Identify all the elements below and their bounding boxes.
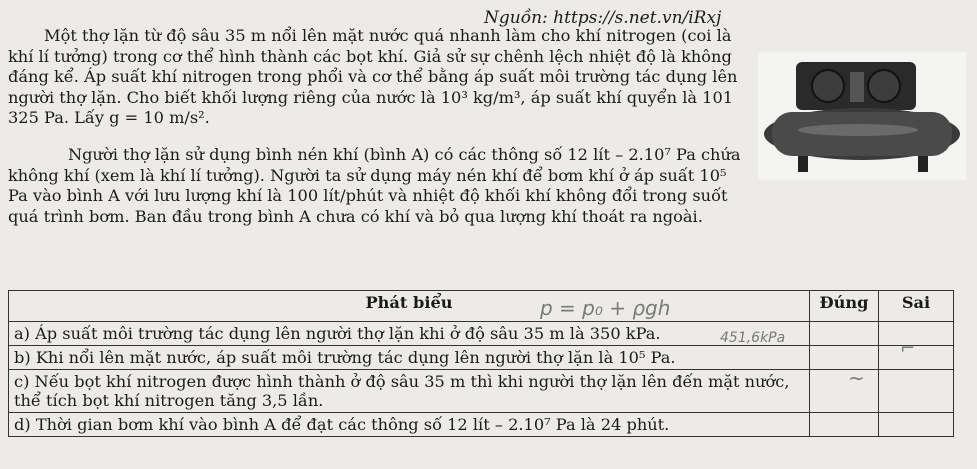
cell-true-d[interactable] xyxy=(810,413,879,437)
table-row xyxy=(9,322,954,346)
problem-paragraph-1: Một thợ lặn từ độ sâu 35 m nổi lên mặt nước quá nhanh làm cho khí nitrogen (coi là khí lí tưởng) trong cơ thể hình thành các bọt khí. Giả sử sự chênh lệch nhiệt độ là không đáng kể. Áp suất khí nitrogen trong phổi và cơ thể bằng áp suất môi trường tác dụng lên người thợ lặn. Cho biết khối lượng riêng của nước là 10³ kg/m³, áp suất khí quyển là 101 325 Pa. Lấy g = 10 m/s². xyxy=(8,26,738,128)
cell-false-a[interactable] xyxy=(879,322,954,346)
table-row xyxy=(9,370,954,413)
handwritten-formula: p = p₀ + ρgh xyxy=(540,296,671,320)
header-true: Đúng xyxy=(810,291,879,322)
cell-false-d[interactable] xyxy=(879,413,954,437)
air-compressor-image xyxy=(758,52,966,180)
table-row xyxy=(9,346,954,370)
handwritten-note-a: 451,6kPa xyxy=(720,330,786,346)
header-false: Sai xyxy=(879,291,954,322)
handwritten-mark-c: ~ xyxy=(848,366,865,390)
header-statement: Phát biểu xyxy=(9,291,810,322)
table-row xyxy=(9,413,954,437)
statement-c: c) Nếu bọt khí nitrogen được hình thành ở độ sâu 35 m thì khi người thợ lặn lên đến mặt nước, thể tích bọt khí nitrogen tăng 3,5 lần. xyxy=(9,370,810,413)
cell-true-b[interactable] xyxy=(810,346,879,370)
statement-b: b) Khi nổi lên mặt nước, áp suất môi trường tác dụng lên người thợ lặn là 10⁵ Pa. xyxy=(9,346,810,370)
source-line: Nguồn: https://s.net.vn/iRxj xyxy=(484,8,722,28)
cell-false-c[interactable] xyxy=(879,370,954,413)
statement-a: a) Áp suất môi trường tác dụng lên người thợ lặn khi ở độ sâu 35 m là 350 kPa. xyxy=(9,322,810,346)
statement-d: d) Thời gian bơm khí vào bình A để đạt các thông số 12 lít – 2.10⁷ Pa là 24 phút. xyxy=(9,413,810,437)
cell-true-c[interactable] xyxy=(810,370,879,413)
cell-true-a[interactable] xyxy=(810,322,879,346)
handwritten-mark-b: ⌐ xyxy=(900,338,916,359)
problem-paragraph-2: Người thợ lặn sử dụng bình nén khí (bình A) có các thông số 12 lít – 2.10⁷ Pa chứa không khí (xem là khí lí tưởng). Người ta sử dụng máy nén khí để bơm khí ở áp suất 10⁵ Pa vào bình A với lưu lượng khí là 100 lít/phút và nhiệt độ khối khí không đổi trong suốt quá trình bơm. Ban đầu trong bình A chưa có khí và bỏ qua lượng khí thoát ra ngoài. xyxy=(8,145,741,226)
cell-false-b[interactable] xyxy=(879,346,954,370)
statement-table xyxy=(8,290,954,437)
